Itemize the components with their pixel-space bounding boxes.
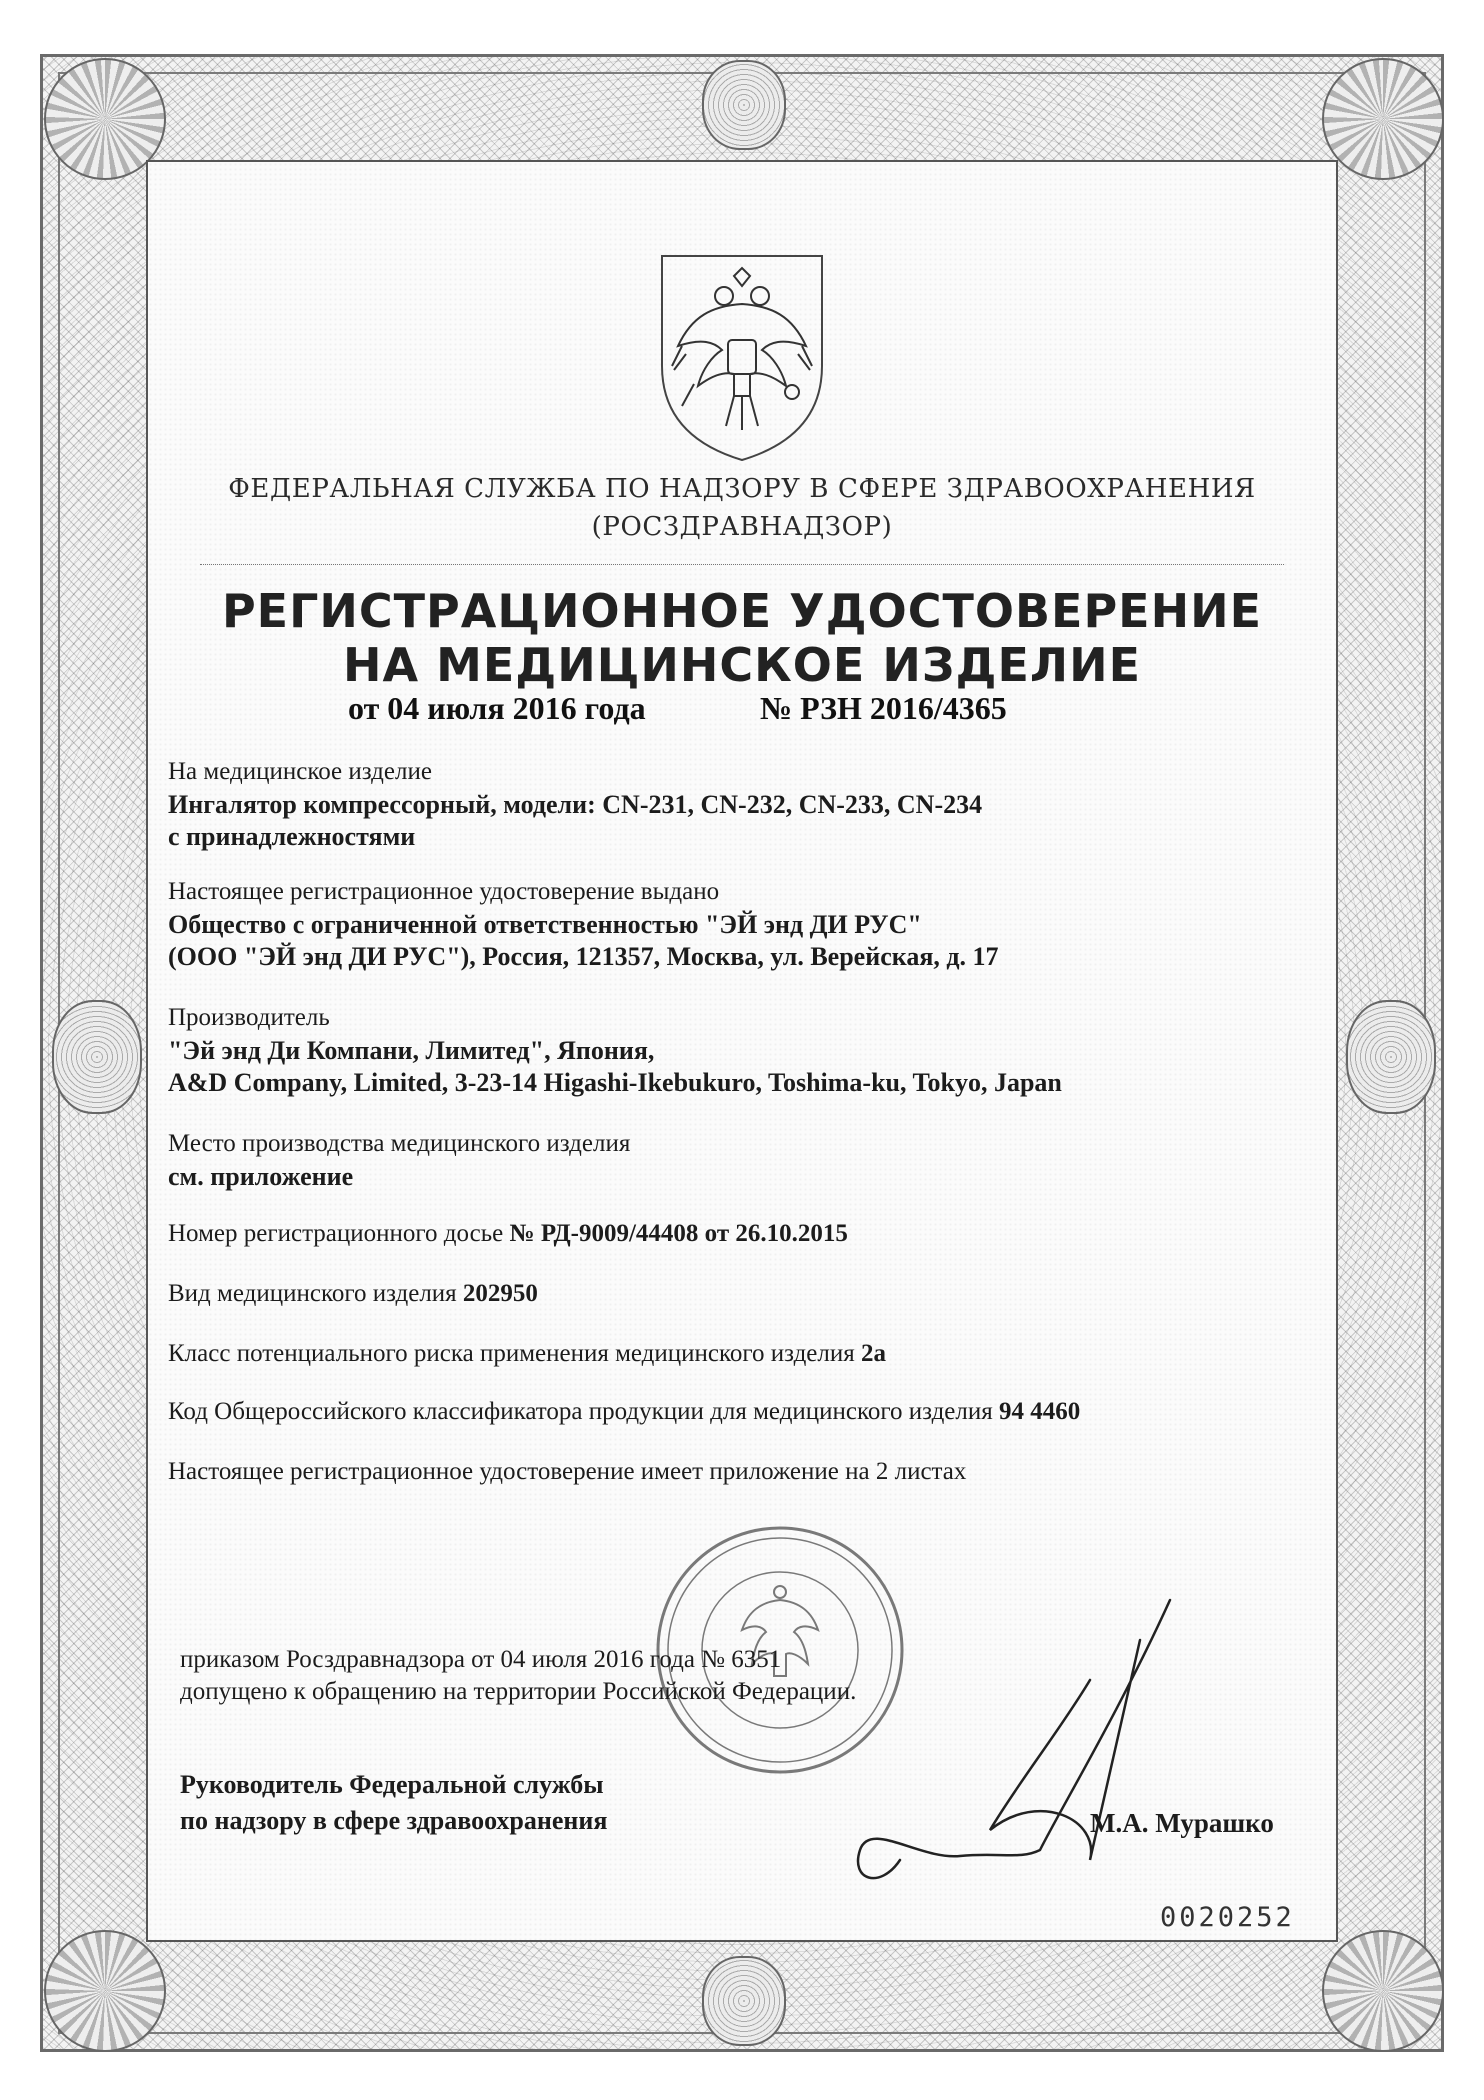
dossier-label: Номер регистрационного досье: [168, 1220, 504, 1247]
admission-statement: допущено к обращению на территории Российской Федерации.: [180, 1678, 857, 1705]
production-place-label: Место производства медицинского изделия: [168, 1130, 631, 1157]
agency-name: ФЕДЕРАЛЬНАЯ СЛУЖБА ПО НАДЗОРУ В СФЕРЕ ЗДРАВООХРАНЕНИЯ: [228, 474, 1256, 504]
device-name: Ингалятор компрессорный, модели: CN-231, CN-232, CN-233, CN-234: [168, 790, 983, 819]
corner-ornament-icon: [44, 1930, 166, 2052]
order-reference: приказом Росздравнадзора от 04 июля 2016 года № 6351: [180, 1646, 782, 1673]
okp-code-row: [168, 1398, 1080, 1426]
device-label: На медицинское изделие: [168, 758, 432, 785]
dossier-value: № РД-9009/44408 от 26.10.2015: [509, 1220, 848, 1247]
corner-ornament-icon: [1322, 1930, 1444, 2052]
medallion-icon: [702, 60, 786, 150]
device-type-row: [168, 1280, 538, 1308]
handwritten-signature: [840, 1560, 1200, 1900]
okp-code-value: 94 4460: [999, 1398, 1081, 1425]
divider: [200, 564, 1284, 565]
issued-to-label: Настоящее регистрационное удостоверение выдано: [168, 878, 720, 905]
medallion-icon: [1346, 1000, 1436, 1114]
production-place-value: см. приложение: [168, 1162, 354, 1191]
holder-name: Общество с ограниченной ответственностью "ЭЙ энд ДИ РУС": [168, 910, 922, 939]
okp-code-label: Код Общероссийского классификатора продукции для медицинского изделия: [168, 1398, 993, 1425]
certificate-number: № РЗН 2016/4365: [760, 690, 1007, 726]
device-type-value: 202950: [462, 1280, 538, 1307]
russian-coat-of-arms-icon: [642, 246, 842, 466]
corner-ornament-icon: [1322, 58, 1444, 180]
manufacturer-label: Производитель: [168, 1004, 330, 1031]
device-name-continuation: с принадлежностями: [168, 822, 416, 851]
risk-class-value: 2а: [861, 1340, 886, 1367]
signer-position: Руководитель Федеральной службы: [180, 1770, 604, 1799]
holder-address: (ООО "ЭЙ энд ДИ РУС"), Россия, 121357, Москва, ул. Верейская, д. 17: [168, 942, 999, 971]
appendix-note: Настоящее регистрационное удостоверение имеет приложение на 2 листах: [168, 1458, 967, 1485]
dossier-row: [168, 1220, 848, 1248]
signer-name: М.А. Мурашко: [1090, 1808, 1274, 1838]
issue-date: от 04 июля 2016 года: [348, 690, 646, 726]
signer-position-continuation: по надзору в сфере здравоохранения: [180, 1806, 608, 1835]
manufacturer-address: A&D Company, Limited, 3-23-14 Higashi-Ikebukuro, Toshima-ku, Tokyo, Japan: [168, 1068, 1062, 1097]
document-title: РЕГИСТРАЦИОННОЕ УДОСТОВЕРЕНИЕ: [221, 584, 1263, 638]
risk-class-label: Класс потенциального риска применения медицинского изделия: [168, 1340, 855, 1367]
risk-class-row: [168, 1340, 886, 1368]
manufacturer-name: "Эй энд Ди Компани, Лимитед", Япония,: [168, 1036, 655, 1065]
medallion-icon: [52, 1000, 142, 1114]
device-type-label: Вид медицинского изделия: [168, 1280, 457, 1307]
document-subtitle: НА МЕДИЦИНСКОЕ ИЗДЕЛИЕ: [342, 638, 1142, 692]
medallion-icon: [702, 1956, 786, 2046]
agency-abbreviation: (РОСЗДРАВНАДЗОР): [591, 512, 893, 542]
serial-number: 0020252: [1160, 1902, 1295, 1933]
